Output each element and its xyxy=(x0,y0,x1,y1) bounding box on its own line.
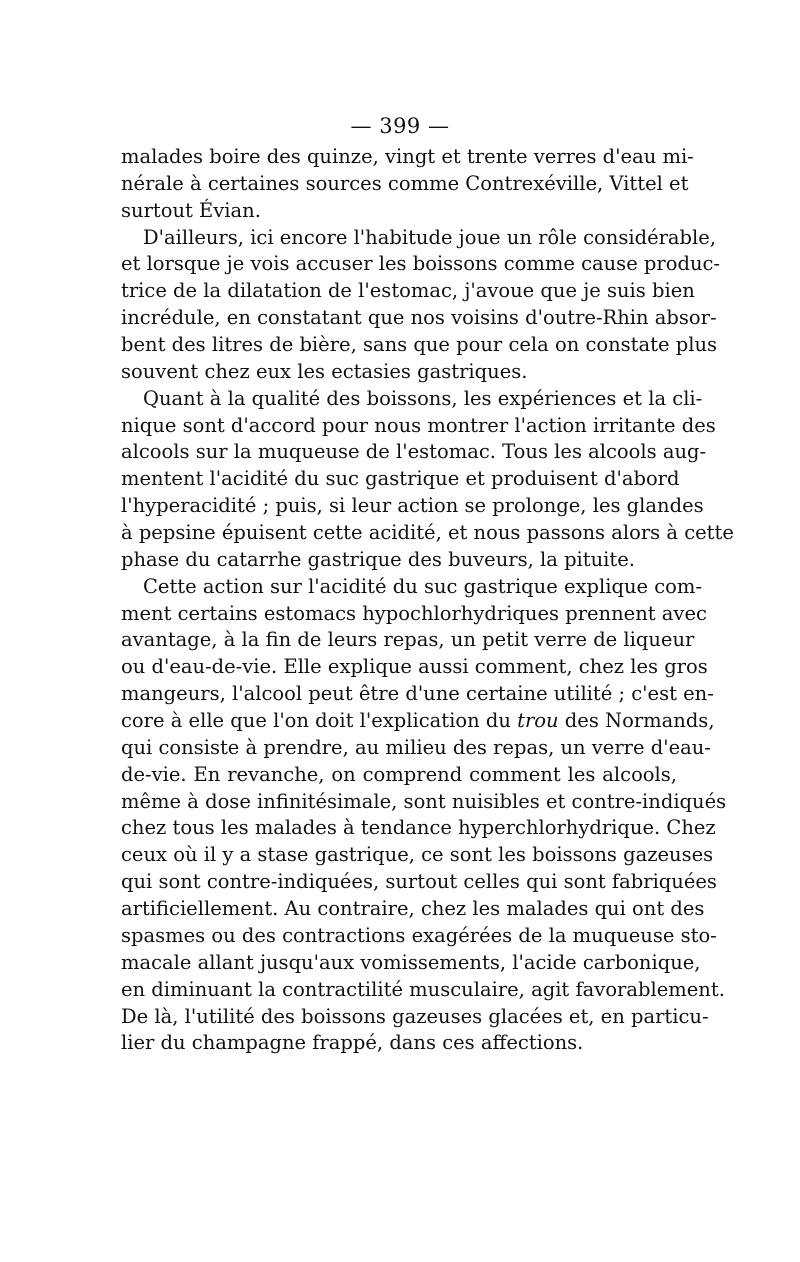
text-line: alcools sur la muqueuse de l'estomac. Tous les alcools aug- xyxy=(121,440,707,464)
text-line: l'hyperacidité ; puis, si leur action se prolonge, les glandes xyxy=(121,494,704,518)
text-line: D'ailleurs, ici encore l'habitude joue un rôle considérable, xyxy=(143,225,717,249)
text-line: chez tous les malades à tendance hyperchlorhydrique. Chez xyxy=(121,816,716,840)
text-segment: core à elle que l'on doit l'explication du xyxy=(121,709,511,733)
text-line: De là, l'utilité des boissons gazeuses glacées et, en particu- xyxy=(121,1004,709,1028)
text-line-with-italic xyxy=(121,708,715,735)
text-line: souvent chez eux les ectasies gastriques. xyxy=(121,359,528,383)
text-line: bent des litres de bière, sans que pour cela on constate plus xyxy=(121,333,718,357)
text-line: spasmes ou des contractions exagérées de la muqueuse sto- xyxy=(121,923,717,947)
text-line: à pepsine épuisent cette acidité, et nous passons alors à cette xyxy=(121,521,734,545)
text-line: incrédule, en constatant que nos voisins d'outre-Rhin absor- xyxy=(121,306,717,330)
text-line: nique sont d'accord pour nous montrer l'action irritante des xyxy=(121,413,716,437)
text-line: nérale à certaines sources comme Contrexéville, Vittel et xyxy=(121,171,689,195)
text-line: surtout Évian. xyxy=(121,198,261,222)
text-line: ment certains estomacs hypochlorhydriques prennent avec xyxy=(121,601,707,625)
text-line: macale allant jusqu'aux vomissements, l'acide carbonique, xyxy=(121,950,701,974)
text-line: avantage, à la fin de leurs repas, un petit verre de liqueur xyxy=(121,628,695,652)
text-line: mangeurs, l'alcool peut être d'une certaine utilité ; c'est en- xyxy=(121,682,714,706)
text-line: phase du catarrhe gastrique des buveurs, la pituite. xyxy=(121,547,635,571)
body-text xyxy=(121,144,734,1057)
text-line: ceux où il y a stase gastrique, ce sont les boissons gazeuses xyxy=(121,843,714,867)
text-line: artificiellement. Au contraire, chez les malades qui ont des xyxy=(121,897,705,921)
text-line: qui consiste à prendre, au milieu des repas, un verre d'eau- xyxy=(121,735,711,759)
text-line: trice de la dilatation de l'estomac, j'avoue que je suis bien xyxy=(121,279,695,303)
text-line: Quant à la qualité des boissons, les expériences et la cli- xyxy=(143,386,703,410)
text-line: lier du champagne frappé, dans ces affections. xyxy=(121,1031,584,1055)
text-line: et lorsque je vois accuser les boissons comme cause produc- xyxy=(121,252,721,276)
text-segment: des Normands, xyxy=(564,709,715,733)
text-line: malades boire des quinze, vingt et trente verres d'eau mi- xyxy=(121,145,694,168)
text-line: mentent l'acidité du suc gastrique et produisent d'abord xyxy=(121,467,680,491)
text-line: même à dose infinitésimale, sont nuisibles et contre-indiqués xyxy=(121,789,727,813)
text-line: Cette action sur l'acidité du suc gastrique explique com- xyxy=(143,574,702,598)
text-line: en diminuant la contractilité musculaire, agit favorablement. xyxy=(121,977,725,1001)
page-number: — 399 — xyxy=(350,114,450,138)
text-line: ou d'eau-de-vie. Elle explique aussi comment, chez les gros xyxy=(121,655,708,679)
text-line: de-vie. En revanche, on comprend comment les alcools, xyxy=(121,762,677,786)
text-line: qui sont contre-indiquées, surtout celles qui sont fabriquées xyxy=(121,870,717,894)
italic-word: trou xyxy=(517,709,559,733)
